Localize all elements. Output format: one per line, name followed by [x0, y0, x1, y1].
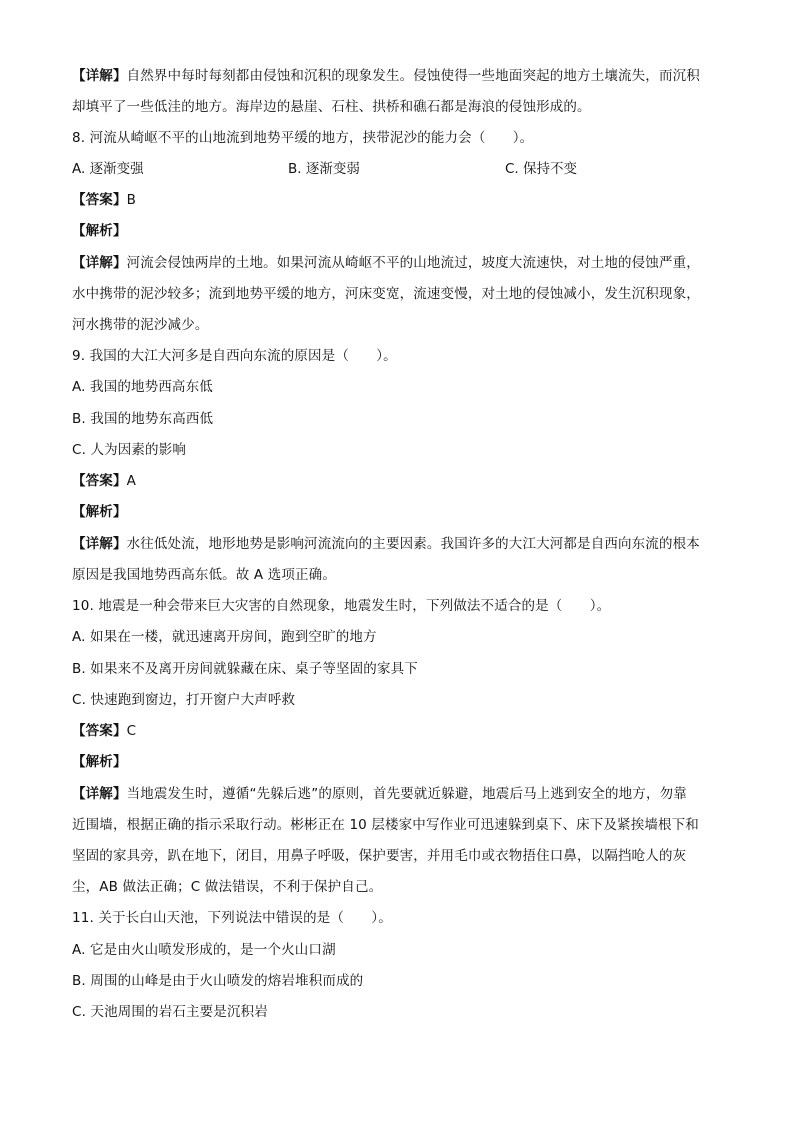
q8-stem: 8. 河流从崎岖不平的山地流到地势平缓的地方，挟带泥沙的能力会（ ）。 [72, 130, 534, 146]
q10-answer: 【答案】C [72, 723, 137, 739]
q8-analysis-label: 【解析】 [72, 223, 127, 239]
q10-detail-line-2: 近围墙，根据正确的指示采取行动。彬彬正在 10 层楼家中写作业可迅速躲到桌下、床下及紧挨墙根下和 [72, 817, 699, 833]
q8-detail-line-1: 【详解】河流会侵蚀两岸的土地。如果河流从崎岖不平的山地流过，坡度大流速快，对土地的侵蚀严重， [72, 255, 700, 271]
q9-analysis-label: 【解析】 [72, 504, 127, 520]
q10-detail-line-1: 【详解】当地震发生时，遵循“先躲后逃”的原则，首先要就近躲避，地震后马上逃到安全的地方，勿靠 [72, 786, 687, 802]
q9-stem: 9. 我国的大江大河多是自西向东流的原因是（ ）。 [72, 348, 397, 364]
q11-option-a: A. 它是由火山喷发形成的，是一个火山口湖 [72, 942, 336, 958]
q8-option-a: A. 逐渐变强 [72, 161, 144, 177]
q10-stem: 10. 地震是一种会带来巨大灾害的自然现象，地震发生时，下列做法不适合的是（ ）。 [72, 598, 611, 614]
q9-answer: 【答案】A [72, 473, 136, 489]
detail-label: 【详解】 [72, 786, 127, 802]
answer-label: 【答案】 [72, 192, 127, 208]
q8-answer: 【答案】B [72, 192, 137, 208]
q10-detail-line-4: 尘，AB 做法正确；C 做法错误，不利于保护自己。 [72, 879, 383, 895]
q8-detail-line-2: 水中携带的泥沙较多；流到地势平缓的地方，河床变宽，流速变慢，对土地的侵蚀减小，发生沉积现象， [72, 286, 700, 302]
q9-detail-line-2: 原因是我国地势西高东低。故 A 选项正确。 [72, 567, 336, 583]
q10-detail-line-3: 坚固的家具旁，趴在地下，闭目，用鼻子呼吸，保护要害，并用毛巾或衣物捂住口鼻，以隔挡呛人的灰 [72, 848, 687, 864]
answer-label: 【答案】 [72, 473, 127, 489]
q11-option-b: B. 周围的山峰是由于火山喷发的熔岩堆积而成的 [72, 973, 364, 989]
detail-label: 【详解】 [72, 68, 127, 84]
q9-option-b: B. 我国的地势东高西低 [72, 411, 214, 427]
q8-option-c: C. 保持不变 [505, 161, 578, 177]
answer-label: 【答案】 [72, 723, 127, 739]
q9-detail-line-1: 【详解】水往低处流，地形地势是影响河流流向的主要因素。我国许多的大江大河都是自西向东流的根本 [72, 536, 700, 552]
q7-detail-line-1: 【详解】自然界中每时每刻都由侵蚀和沉积的现象发生。侵蚀使得一些地面突起的地方土壤流失，而沉积 [72, 68, 700, 84]
q8-option-b: B. 逐渐变弱 [288, 161, 360, 177]
detail-label: 【详解】 [72, 536, 127, 552]
detail-label: 【详解】 [72, 255, 127, 271]
q9-option-c: C. 人为因素的影响 [72, 442, 187, 458]
q8-detail-line-3: 河水携带的泥沙减少。 [72, 317, 209, 333]
q9-option-a: A. 我国的地势西高东低 [72, 379, 213, 395]
q7-detail-line-2: 却填平了一些低洼的地方。海岸边的悬崖、石柱、拱桥和礁石都是海浪的侵蚀形成的。 [72, 99, 591, 115]
q10-option-b: B. 如果来不及离开房间就躲藏在床、桌子等坚固的家具下 [72, 661, 418, 677]
q11-option-c: C. 天池周围的岩石主要是沉积岩 [72, 1004, 268, 1020]
q11-stem: 11. 关于长白山天池，下列说法中错误的是（ ）。 [72, 910, 392, 926]
q10-option-c: C. 快速跑到窗边，打开窗户大声呼救 [72, 692, 296, 708]
q10-analysis-label: 【解析】 [72, 754, 127, 770]
q10-option-a: A. 如果在一楼，就迅速离开房间，跑到空旷的地方 [72, 629, 377, 645]
